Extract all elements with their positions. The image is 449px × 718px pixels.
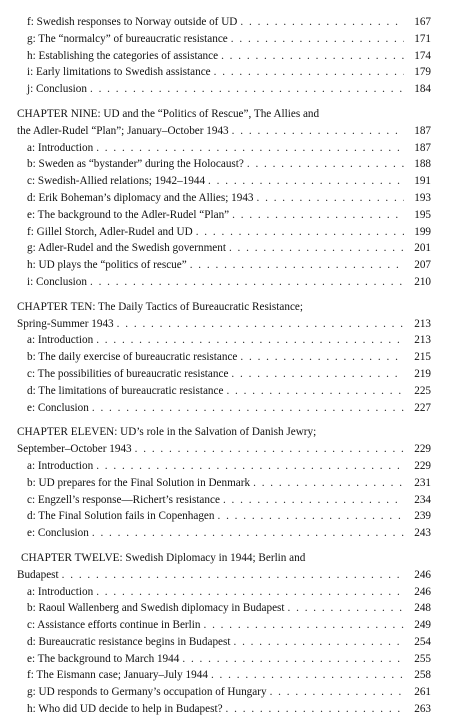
toc-entry	[17, 332, 431, 349]
toc-entry-page: 254	[414, 635, 431, 648]
toc-entry	[17, 173, 431, 190]
toc-entry	[17, 584, 431, 601]
toc-entry-page: 249	[414, 619, 431, 632]
chapter-page: 187	[414, 124, 431, 137]
toc-entry	[17, 14, 431, 31]
chapter-heading: CHAPTER NINE: UD and the “Politics of Rescue”, The Allies and	[17, 107, 320, 120]
toc-entry-page: 231	[414, 476, 431, 489]
toc-entry	[17, 31, 431, 48]
dot-leader	[231, 366, 404, 383]
chapter-page: 213	[414, 317, 431, 330]
dot-leader	[226, 701, 404, 718]
toc-entry-label: h: UD plays the “politics of rescue”	[27, 259, 187, 272]
toc-entry-page: 188	[414, 158, 431, 171]
toc-entry	[17, 64, 431, 81]
toc-entry-page: 246	[414, 585, 431, 598]
toc-entry-page: 229	[414, 459, 431, 472]
chapter-title-continuation: September–October 1943	[17, 443, 132, 456]
toc-entry	[17, 224, 431, 241]
chapter-title-continuation: Budapest	[17, 568, 59, 581]
toc-entry-label: h: Who did UD decide to help in Budapest?	[27, 703, 223, 716]
toc-entry	[17, 366, 431, 383]
chapter-title-line	[17, 316, 431, 333]
chapter-twelve	[17, 550, 431, 718]
toc-entry-label: i: Early limitations to Swedish assistance	[27, 66, 211, 79]
dot-leader	[223, 492, 404, 509]
toc-entry-page: 263	[414, 703, 431, 716]
dot-leader	[247, 156, 404, 173]
toc-entry-label: a: Introduction	[27, 585, 94, 598]
dot-leader	[90, 81, 404, 98]
dot-leader	[92, 400, 404, 417]
toc-entry-label: d: The Final Solution fails in Copenhagen	[27, 510, 215, 523]
chapter-title-continuation: Spring-Summer 1943	[17, 317, 114, 330]
dot-leader	[96, 458, 404, 475]
dot-leader	[96, 584, 404, 601]
toc-entry-page: 191	[414, 175, 431, 188]
toc-entry	[17, 400, 431, 417]
chapter-title-line	[17, 567, 431, 584]
dot-leader	[240, 349, 404, 366]
toc-entry	[17, 383, 431, 400]
toc-entry	[17, 492, 431, 509]
dot-leader	[217, 508, 404, 525]
toc-entry	[17, 617, 431, 634]
toc-entry	[17, 349, 431, 366]
dot-leader	[117, 316, 404, 333]
chapter-title-line	[17, 441, 431, 458]
toc-entry-page: 248	[414, 602, 431, 615]
toc-entry	[17, 475, 431, 492]
chapter-heading: CHAPTER TWELVE: Swedish Diplomacy in 1944; Berlin and	[21, 551, 306, 564]
dot-leader	[214, 64, 404, 81]
dot-leader	[96, 332, 404, 349]
toc-entry	[17, 458, 431, 475]
dot-leader	[270, 684, 404, 701]
dot-leader	[196, 224, 404, 241]
toc-entry-label: e: Conclusion	[27, 401, 89, 414]
chapter-nine	[17, 106, 431, 291]
toc-entry-page: 239	[414, 510, 431, 523]
toc-entry-label: e: The background to March 1944	[27, 652, 180, 665]
toc-entry-label: c: Engzell’s response—Richert’s resistance	[27, 493, 220, 506]
chapter-ten	[17, 299, 431, 417]
toc-entry-label: a: Introduction	[27, 141, 94, 154]
toc-entry-page: 258	[414, 669, 431, 682]
toc-entry-label: e: Conclusion	[27, 527, 89, 540]
toc-entry-label: d: Erik Boheman’s diplomacy and the Allies; 1943	[27, 191, 254, 204]
chapter-page: 246	[414, 568, 431, 581]
toc-entry	[17, 81, 431, 98]
toc-entry-label: f: Gillel Storch, Adler-Rudel and UD	[27, 225, 193, 238]
toc-entry-page: 179	[414, 66, 431, 79]
chapter-heading: CHAPTER ELEVEN: UD’s role in the Salvation of Danish Jewry;	[17, 426, 317, 439]
toc-entry-page: 199	[414, 225, 431, 238]
toc-entry-page: 193	[414, 191, 431, 204]
toc-entry-label: b: Raoul Wallenberg and Swedish diplomacy in Budapest	[27, 602, 285, 615]
chapter-eight-tail	[17, 14, 431, 98]
toc-entry-label: d: Bureaucratic resistance begins in Budapest	[27, 635, 231, 648]
dot-leader	[182, 651, 404, 668]
toc-entry-page: 213	[414, 334, 431, 347]
toc-entry	[17, 701, 431, 718]
toc-entry-label: c: Assistance efforts continue in Berlin	[27, 619, 201, 632]
toc-entry	[17, 525, 431, 542]
toc-entry-label: a: Introduction	[27, 334, 94, 347]
toc-entry-label: a: Introduction	[27, 459, 94, 472]
toc-entry	[17, 156, 431, 173]
dot-leader	[233, 634, 404, 651]
toc-entry	[17, 600, 431, 617]
toc-entry-label: h: Establishing the categories of assistance	[27, 49, 219, 62]
toc-entry-page: 167	[414, 16, 431, 28]
toc-entry-page: 227	[414, 401, 431, 414]
toc-entry	[17, 207, 431, 224]
dot-leader	[232, 207, 404, 224]
dot-leader	[257, 190, 404, 207]
chapter-title-continuation: the Adler-Rudel “Plan”; January–October 1943	[17, 124, 229, 137]
toc-entry-page: 174	[414, 49, 431, 62]
dot-leader	[190, 257, 404, 274]
toc-entry	[17, 508, 431, 525]
toc-entry-page: 207	[414, 259, 431, 272]
toc-entry	[17, 140, 431, 157]
toc-entry	[17, 190, 431, 207]
dot-leader	[232, 123, 404, 140]
toc-entry	[17, 240, 431, 257]
toc-entry	[17, 684, 431, 701]
toc-entry-label: b: The daily exercise of bureaucratic resistance	[27, 351, 238, 364]
toc-entry	[17, 48, 431, 65]
toc-entry	[17, 274, 431, 291]
dot-leader	[221, 48, 404, 65]
toc-entry-page: 210	[414, 275, 431, 288]
dot-leader	[208, 173, 404, 190]
dot-leader	[240, 14, 404, 31]
toc-entry-page: 187	[414, 141, 431, 154]
dot-leader	[229, 240, 404, 257]
toc-entry-page: 243	[414, 527, 431, 540]
toc-entry-page: 184	[414, 83, 431, 96]
toc-entry-page: 255	[414, 652, 431, 665]
toc-entry-page: 219	[414, 367, 431, 380]
toc-entry-page: 225	[414, 384, 431, 397]
toc-entry	[17, 651, 431, 668]
toc-entry-page: 171	[414, 32, 431, 45]
chapter-page: 229	[414, 443, 431, 456]
toc-entry	[17, 667, 431, 684]
dot-leader	[288, 600, 404, 617]
dot-leader	[211, 667, 404, 684]
toc-entry-label: g: The “normalcy” of bureaucratic resistance	[27, 32, 228, 45]
toc-entry-label: f: Swedish responses to Norway outside of UD	[27, 16, 238, 28]
table-of-contents	[17, 14, 431, 718]
toc-entry-label: c: Swedish-Allied relations; 1942–1944	[27, 175, 206, 188]
toc-entry-page: 234	[414, 493, 431, 506]
toc-entry-label: g: Adler-Rudel and the Swedish government	[27, 242, 226, 255]
toc-entry-page: 261	[414, 686, 431, 699]
toc-entry-label: d: The limitations of bureaucratic resistance	[27, 384, 224, 397]
toc-entry-label: e: The background to the Adler-Rudel “Plan”	[27, 208, 230, 221]
dot-leader	[226, 383, 404, 400]
toc-entry-label: j: Conclusion	[27, 83, 87, 96]
toc-entry	[17, 257, 431, 274]
dot-leader	[231, 31, 404, 48]
toc-entry-label: b: UD prepares for the Final Solution in Denmark	[27, 476, 251, 489]
toc-entry-page: 215	[414, 351, 431, 364]
dot-leader	[90, 274, 404, 291]
toc-entry-label: f: The Eismann case; January–July 1944	[27, 669, 208, 682]
toc-entry-label: i: Conclusion	[27, 275, 87, 288]
toc-entry-page: 195	[414, 208, 431, 221]
dot-leader	[96, 140, 404, 157]
dot-leader	[62, 567, 404, 584]
toc-entry-label: b: Sweden as “bystander” during the Holocaust?	[27, 158, 244, 171]
chapter-heading: CHAPTER TEN: The Daily Tactics of Bureaucratic Resistance;	[17, 300, 303, 313]
dot-leader	[92, 525, 404, 542]
chapter-title-line	[17, 123, 431, 140]
dot-leader	[253, 475, 404, 492]
chapter-eleven	[17, 424, 431, 542]
toc-entry-page: 201	[414, 242, 431, 255]
dot-leader	[135, 441, 404, 458]
toc-entry-label: c: The possibilities of bureaucratic resistance	[27, 367, 229, 380]
dot-leader	[203, 617, 404, 634]
toc-entry	[17, 634, 431, 651]
toc-entry-label: g: UD responds to Germany’s occupation of Hungary	[27, 686, 267, 699]
